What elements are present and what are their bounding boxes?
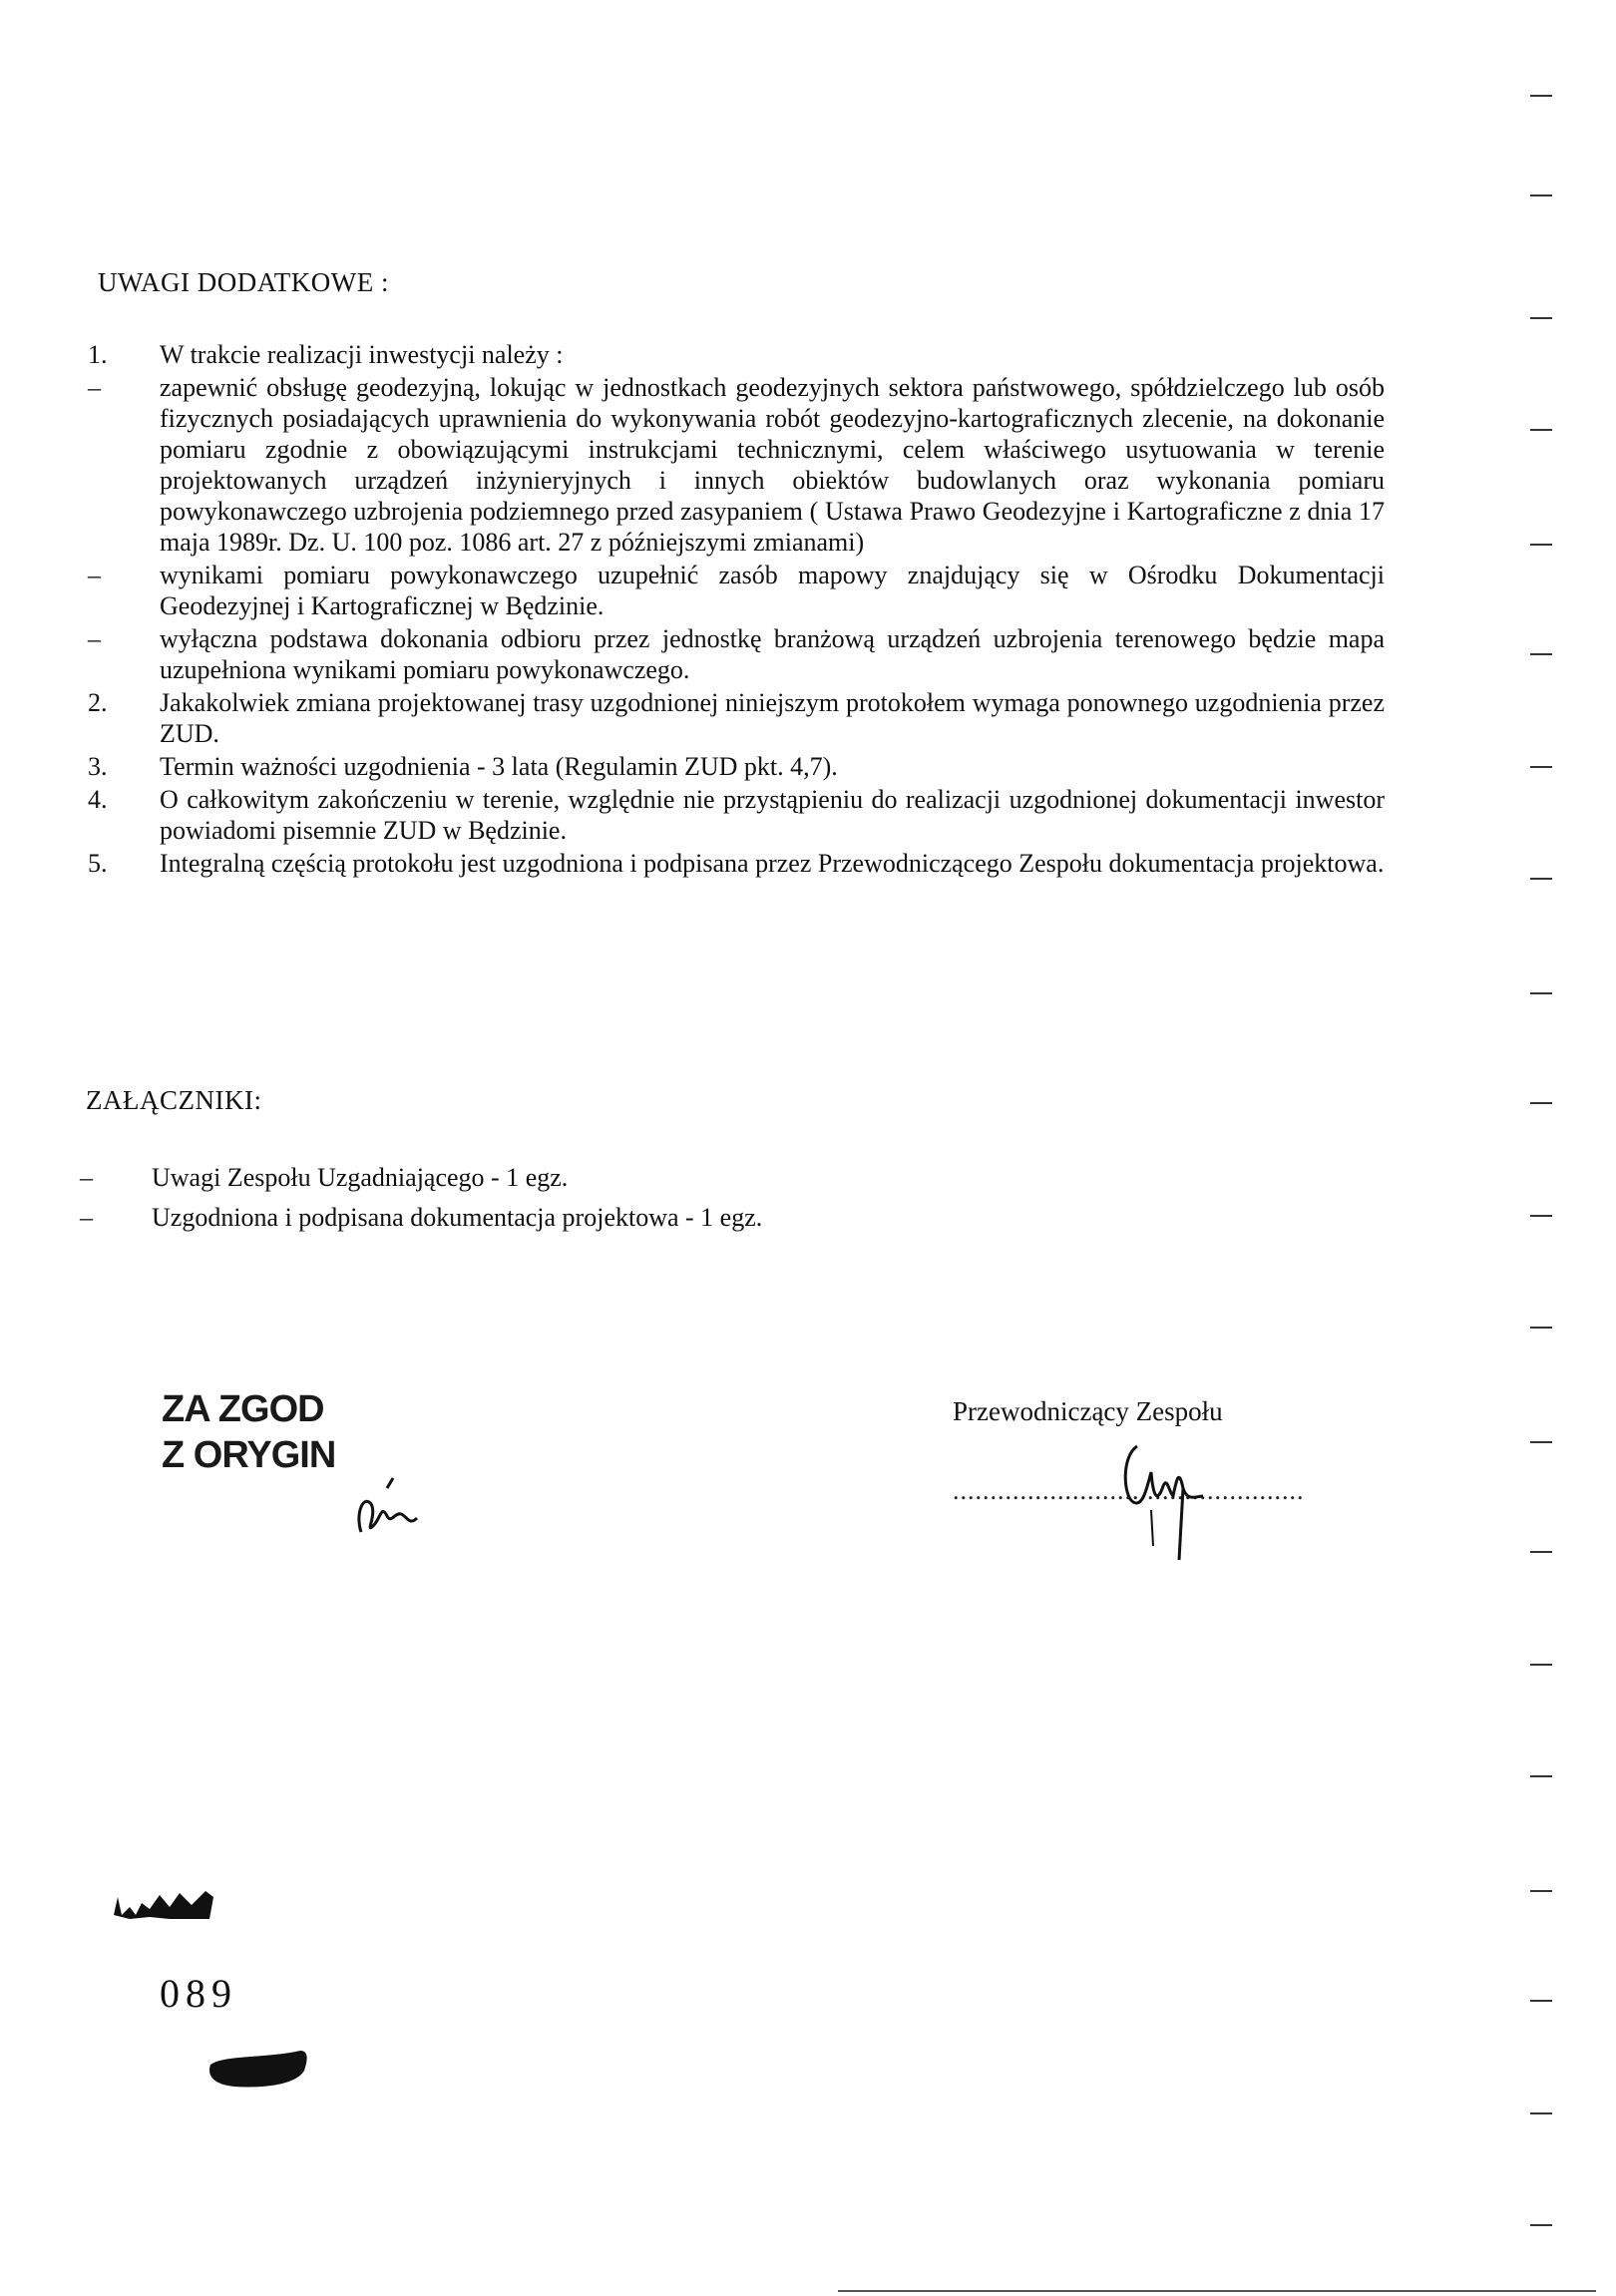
stamp-line: ZA ZGOD xyxy=(162,1388,324,1430)
remarks-heading: UWAGI DODATKOWE : xyxy=(98,267,389,297)
attachments-list xyxy=(80,1159,978,1237)
item-marker: 4. xyxy=(88,785,108,814)
item-marker: 1. xyxy=(88,340,108,369)
item-text: Jakakolwiek zmiana projektowanej trasy uzgodnionej niniejszym protokołem wymaga ponownego uzgodnienia przez ZUD. xyxy=(160,688,1385,748)
redaction-blot-icon xyxy=(204,2045,314,2095)
scan-edge-rule xyxy=(838,2290,1596,2292)
item-marker: – xyxy=(80,1163,93,1192)
ink-smudge-icon xyxy=(110,1885,219,1925)
list-item xyxy=(88,560,1385,621)
list-item xyxy=(88,751,1385,782)
item-text: Integralną częścią protokołu jest uzgodniona i podpisana przez Przewodniczącego Zespołu dokumentacja projektowa. xyxy=(160,849,1385,878)
list-item xyxy=(88,623,1385,685)
item-text: wynikami pomiaru powykonawczego uzupełnić zasób mapowy znajdujący się w Ośrodku Dokumentacji Geodezyjnej i Kartograficznej w Będzinie. xyxy=(160,561,1385,620)
item-marker: – xyxy=(88,561,101,589)
item-text: Termin ważności uzgodnienia - 3 lata (Regulamin ZUD pkt. 4,7). xyxy=(160,752,838,781)
item-text: Uwagi Zespołu Uzgadniającego - 1 egz. xyxy=(152,1163,569,1192)
item-text: W trakcie realizacji inwestycji należy : xyxy=(160,340,564,369)
remarks-list xyxy=(88,339,1385,879)
chairman-label: Przewodniczący Zespołu xyxy=(953,1396,1223,1426)
attachments-heading: ZAŁĄCZNIKI: xyxy=(86,1085,262,1115)
list-item xyxy=(80,1199,978,1237)
item-text: zapewnić obsługę geodezyjną, lokując w jednostkach geodezyjnych sektora państwowego, spółdzielczego lub osób fizycznych posiadających uprawnienia do wykonywania robót geodezyjno-kartograficznych zlecenie, na dokonanie pomiaru zgodnie z obowiązującymi instrukcjami technicznymi, celem właściwego usytuowania w terenie projektowanych urządzeń inżynieryjnych i innych obiektów budowlanych oraz wykonania pomiaru powykonawczego uzbrojenia podziemnego przed zasypaniem ( Ustawa Prawo Geodezyjne i Kartograficzne z dnia 17 maja 1989r. Dz. U. 100 poz. 1086 art. 27 z późniejszymi zmianami) xyxy=(160,373,1385,557)
item-marker: – xyxy=(88,373,101,402)
item-marker: – xyxy=(88,624,101,653)
list-item xyxy=(88,848,1385,879)
item-marker: – xyxy=(80,1203,93,1232)
item-text: O całkowitym zakończeniu w terenie, względnie nie przystąpieniu do realizacji uzgodnionej dokumentacji inwestor powiadomi pisemnie ZUD w Będzinie. xyxy=(160,785,1385,845)
list-item xyxy=(88,339,1385,370)
list-item xyxy=(88,372,1385,558)
chairman-signature-icon xyxy=(1107,1436,1217,1566)
stamp-line: Z ORYGIN xyxy=(162,1434,336,1476)
item-text: Uzgodniona i podpisana dokumentacja projektowa - 1 egz. xyxy=(152,1203,763,1232)
list-item xyxy=(80,1159,978,1197)
item-marker: 5. xyxy=(88,849,108,878)
item-text: wyłączna podstawa dokonania odbioru przez jednostkę branżową urządzeń uzbrojenia terenowego będzie mapa uzupełniona wynikami pomiaru powykonawczego. xyxy=(160,624,1385,684)
scan-margin-marks xyxy=(1516,0,1596,2296)
list-item xyxy=(88,784,1385,846)
item-marker: 3. xyxy=(88,752,108,781)
signature-line: ............................................... xyxy=(953,1476,1305,1505)
page-number: 089 xyxy=(160,1971,237,2016)
list-item xyxy=(88,687,1385,749)
item-marker: 2. xyxy=(88,688,108,717)
certification-stamp xyxy=(162,1386,335,1478)
stamp-signature-icon xyxy=(351,1474,441,1544)
